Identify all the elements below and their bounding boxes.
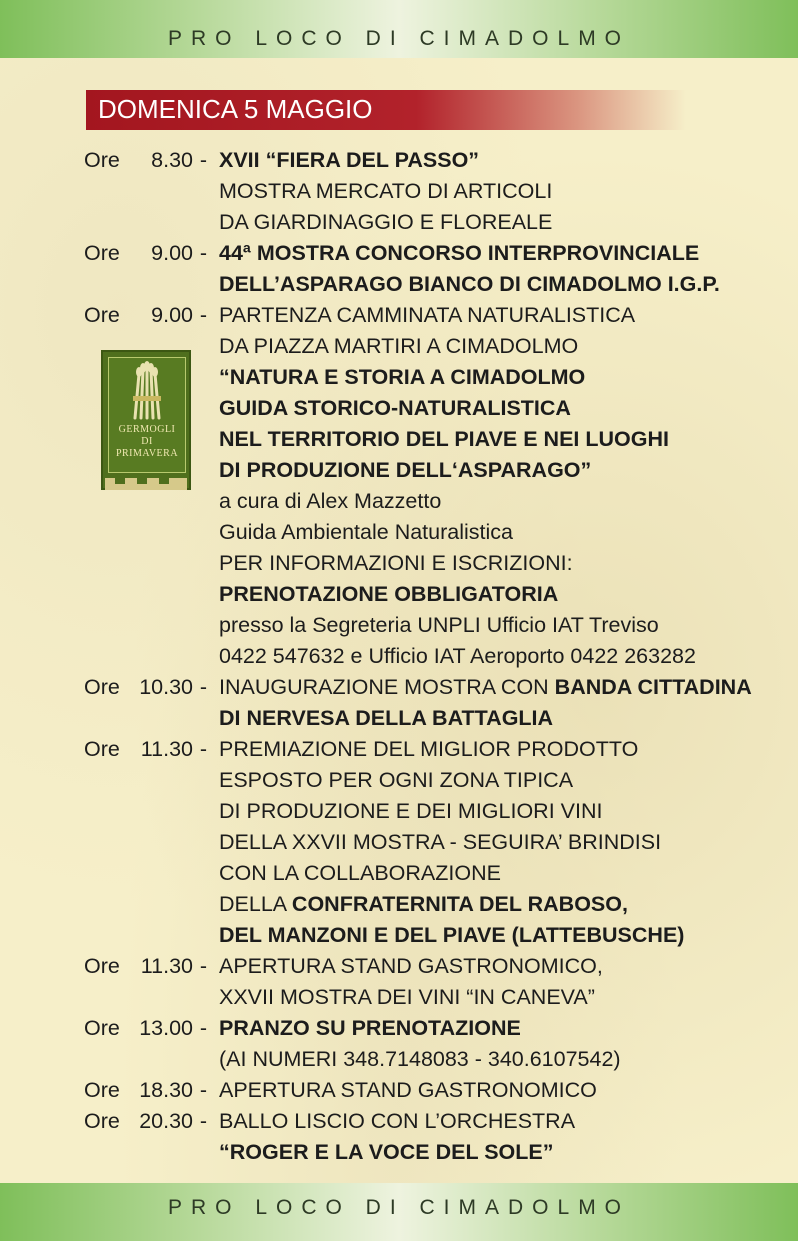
description-line — [219, 703, 784, 734]
schedule-description — [219, 951, 784, 1013]
description-line — [219, 796, 784, 827]
description-line — [219, 951, 784, 982]
time-dash: - — [199, 954, 207, 978]
schedule-row — [84, 1013, 784, 1075]
text: presso la Segreteria UNPLI Ufficio IAT Treviso — [219, 613, 659, 637]
bold-text: “NATURA E STORIA A CIMADOLMO — [219, 365, 586, 389]
description-line — [219, 765, 784, 796]
schedule-list — [84, 145, 784, 1168]
text: Guida Ambientale Naturalistica — [219, 520, 513, 544]
time-ore-label: Ore — [84, 148, 120, 172]
description-line — [219, 145, 784, 176]
text: DA GIARDINAGGIO E FLOREALE — [219, 210, 553, 234]
time-ore-label: Ore — [84, 954, 120, 978]
description-line — [219, 734, 784, 765]
time-dash: - — [199, 241, 207, 265]
schedule-time — [84, 734, 219, 765]
text: DELLA XXVII MOSTRA - SEGUIRA’ BRINDISI — [219, 830, 662, 854]
text: 0422 547632 e Ufficio IAT Aeroporto 0422 263282 — [219, 644, 696, 668]
schedule-description — [219, 1106, 784, 1168]
time-dash: - — [199, 675, 207, 699]
text: APERTURA STAND GASTRONOMICO — [219, 1078, 597, 1102]
text: PREMIAZIONE DEL MIGLIOR PRODOTTO — [219, 737, 639, 761]
logo-panel — [108, 357, 186, 473]
text: APERTURA STAND GASTRONOMICO, — [219, 954, 603, 978]
bold-text: DELL’ASPARAGO BIANCO DI CIMADOLMO I.G.P. — [219, 272, 720, 296]
schedule-row — [84, 238, 784, 300]
text: DA PIAZZA MARTIRI A CIMADOLMO — [219, 334, 579, 358]
description-line — [219, 238, 784, 269]
bold-text: NEL TERRITORIO DEL PIAVE E NEI LUOGHI — [219, 427, 669, 451]
schedule-time — [84, 1013, 219, 1044]
time-hour: 8.30 — [151, 148, 193, 172]
germogli-di-primavera-logo — [101, 350, 191, 490]
schedule-row — [84, 1075, 784, 1106]
description-line — [219, 424, 784, 455]
description-line — [219, 269, 784, 300]
header-band — [0, 0, 798, 58]
schedule-time — [84, 300, 219, 331]
bold-text: CONFRATERNITA DEL RABOSO, — [291, 892, 628, 916]
logo-text — [109, 424, 185, 460]
description-line — [219, 517, 784, 548]
time-hour: 18.30 — [139, 1078, 193, 1102]
time-dash: - — [199, 737, 207, 761]
description-line — [219, 827, 784, 858]
time-dash: - — [199, 148, 207, 172]
description-line — [219, 982, 784, 1013]
text: PARTENZA CAMMINATA NATURALISTICA — [219, 303, 636, 327]
logo-merlons — [105, 478, 187, 490]
time-ore-label: Ore — [84, 303, 120, 327]
text: BALLO LISCIO CON L’ORCHESTRA — [219, 1109, 576, 1133]
schedule-time — [84, 238, 219, 269]
time-hour: 20.30 — [139, 1109, 193, 1133]
title-bar — [86, 90, 686, 130]
schedule-row — [84, 145, 784, 238]
bold-text: BANDA CITTADINA — [554, 675, 752, 699]
schedule-row — [84, 1106, 784, 1168]
time-dash: - — [199, 1078, 207, 1102]
time-ore-label: Ore — [84, 1016, 120, 1040]
time-hour: 11.30 — [140, 737, 193, 761]
text: XXVII MOSTRA DEI VINI “IN CANEVA” — [219, 985, 595, 1009]
description-line — [219, 362, 784, 393]
description-line — [219, 610, 784, 641]
bold-text: “ROGER E LA VOCE DEL SOLE” — [219, 1140, 554, 1164]
time-hour: 9.00 — [151, 303, 193, 327]
bold-text: PRENOTAZIONE OBBLIGATORIA — [219, 582, 559, 606]
schedule-description — [219, 672, 784, 734]
description-line — [219, 1013, 784, 1044]
time-hour: 13.00 — [139, 1016, 193, 1040]
time-ore-label: Ore — [84, 1109, 120, 1133]
schedule-row — [84, 951, 784, 1013]
schedule-time — [84, 1075, 219, 1106]
schedule-row — [84, 734, 784, 951]
description-line — [219, 889, 784, 920]
description-line — [219, 207, 784, 238]
time-hour: 11.30 — [140, 954, 193, 978]
description-line — [219, 548, 784, 579]
bold-text: 44ª MOSTRA CONCORSO INTERPROVINCIALE — [219, 241, 700, 265]
time-ore-label: Ore — [84, 675, 120, 699]
text: DELLA — [219, 892, 292, 916]
description-line — [219, 1075, 784, 1106]
text: INAUGURAZIONE MOSTRA CON — [219, 675, 555, 699]
time-dash: - — [199, 303, 207, 327]
schedule-description — [219, 734, 784, 951]
schedule-time — [84, 672, 219, 703]
time-ore-label: Ore — [84, 737, 120, 761]
bold-text: PRANZO SU PRENOTAZIONE — [219, 1016, 521, 1040]
bold-text: DI PRODUZIONE DELL‘ASPARAGO” — [219, 458, 592, 482]
page-title: DOMENICA 5 MAGGIO — [98, 94, 373, 124]
bold-text: XVII “FIERA DEL PASSO” — [219, 148, 480, 172]
description-line — [219, 1106, 784, 1137]
description-line — [219, 300, 784, 331]
text: DI PRODUZIONE E DEI MIGLIORI VINI — [219, 799, 603, 823]
bold-text: DI NERVESA DELLA BATTAGLIA — [219, 706, 554, 730]
description-line — [219, 331, 784, 362]
text: ESPOSTO PER OGNI ZONA TIPICA — [219, 768, 574, 792]
schedule-description — [219, 238, 784, 300]
description-line — [219, 393, 784, 424]
description-line — [219, 176, 784, 207]
description-line — [219, 672, 784, 703]
text: a cura di Alex Mazzetto — [219, 489, 442, 513]
text: CON LA COLLABORAZIONE — [219, 861, 501, 885]
time-hour: 9.00 — [151, 241, 193, 265]
schedule-time — [84, 1106, 219, 1137]
footer-text: PRO LOCO DI CIMADOLMO — [167, 1196, 631, 1219]
header-text: PRO LOCO DI CIMADOLMO — [167, 27, 631, 50]
description-line — [219, 486, 784, 517]
text: PER INFORMAZIONI E ISCRIZIONI: — [219, 551, 573, 575]
text: MOSTRA MERCATO DI ARTICOLI — [219, 179, 553, 203]
schedule-time — [84, 951, 219, 982]
text: (AI NUMERI 348.7148083 - 340.6107542) — [219, 1047, 621, 1071]
time-dash: - — [199, 1016, 207, 1040]
description-line — [219, 1137, 784, 1168]
description-line — [219, 858, 784, 889]
time-hour: 10.30 — [139, 675, 193, 699]
logo-text-line1: GERMOGLI — [118, 424, 176, 435]
logo-text-line2: DI PRIMAVERA — [115, 436, 179, 459]
schedule-description — [219, 1013, 784, 1075]
schedule-description — [219, 1075, 784, 1106]
time-ore-label: Ore — [84, 1078, 120, 1102]
schedule-time — [84, 145, 219, 176]
description-line — [219, 920, 784, 951]
description-line — [219, 641, 784, 672]
schedule-row — [84, 672, 784, 734]
time-dash: - — [199, 1109, 207, 1133]
bold-text: GUIDA STORICO-NATURALISTICA — [219, 396, 571, 420]
asparagus-bundle-icon — [109, 360, 185, 424]
description-line — [219, 1044, 784, 1075]
bold-text: DEL MANZONI E DEL PIAVE (LATTEBUSCHE) — [219, 923, 685, 947]
footer-band — [0, 1183, 798, 1241]
description-line — [219, 455, 784, 486]
schedule-description — [219, 300, 784, 672]
description-line — [219, 579, 784, 610]
time-ore-label: Ore — [84, 241, 120, 265]
schedule-description — [219, 145, 784, 238]
